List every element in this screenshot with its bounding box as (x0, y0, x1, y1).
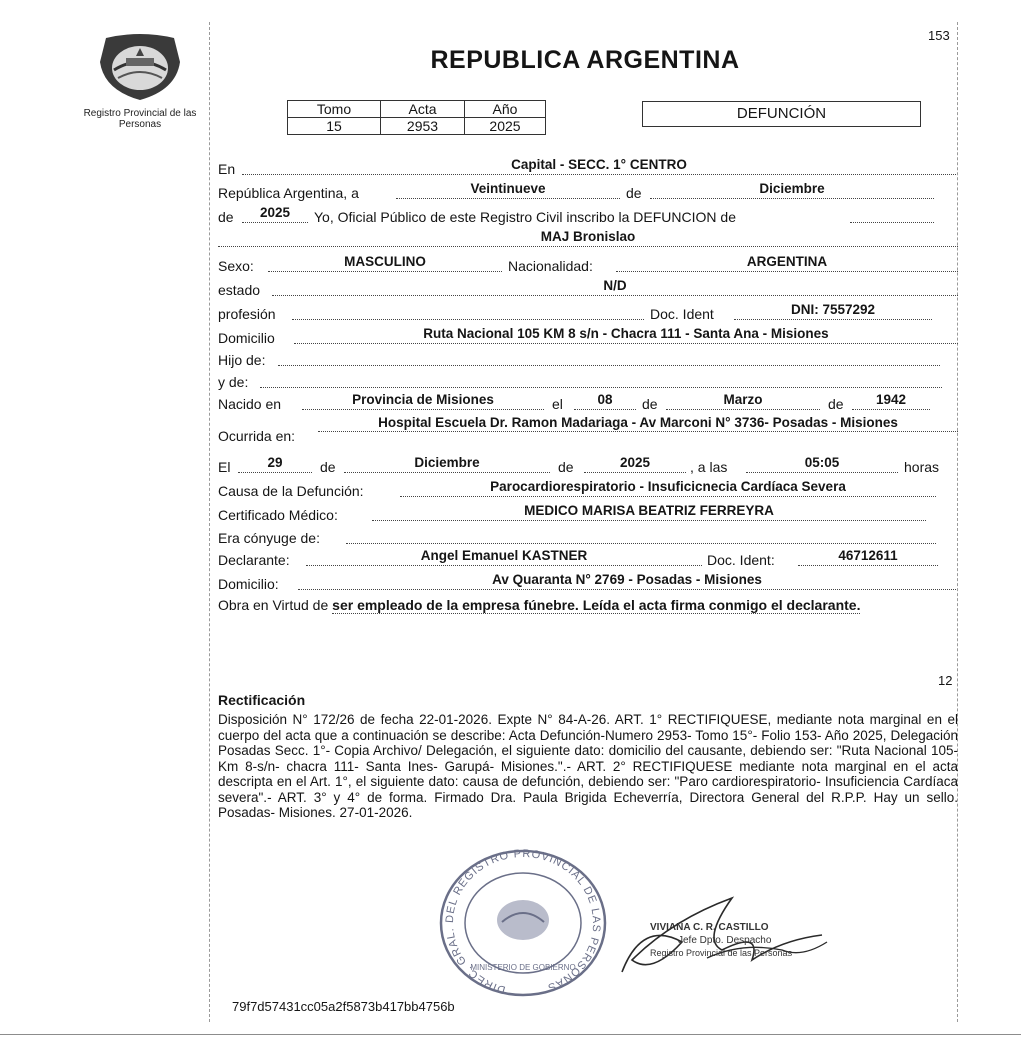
reference-table (287, 100, 546, 135)
mes-registro-field: Diciembre (650, 181, 934, 199)
de-label-1: de (626, 185, 642, 201)
nacido-label: Nacido en (218, 396, 282, 412)
official-seal (432, 848, 614, 998)
de-label-2: de (218, 209, 234, 225)
rectificacion-heading: Rectificación (218, 692, 306, 708)
yde-field (260, 370, 942, 388)
yo-text: Yo, Oficial Público de este Registro Civil inscribo la DEFUNCION de (314, 209, 736, 225)
yo-trailing-field (850, 205, 934, 223)
sexo-label: Sexo: (218, 258, 254, 274)
certificado-field: MEDICO MARISA BEATRIZ FERREYRA (372, 503, 926, 521)
nacionalidad-field: ARGENTINA (616, 254, 958, 272)
nac-de2-label: de (828, 396, 844, 412)
fall-de2-label: de (558, 459, 574, 475)
el2-label: El (218, 459, 231, 475)
estado-label: estado (218, 282, 261, 298)
nac-dia-field: 08 (574, 392, 636, 410)
acta-header: Acta (381, 101, 465, 118)
en-label: En (218, 161, 236, 177)
fall-mes-field: Diciembre (344, 455, 550, 473)
bottom-rule (0, 1034, 1021, 1035)
nacionalidad-label: Nacionalidad: (508, 258, 593, 274)
causa-field: Parocardiorespiratorio - Insuficicnecia Cardíaca Severa (400, 479, 936, 497)
logo-caption: Registro Provincial de las Personas (83, 108, 197, 130)
doc-ident-label: Doc. Ident (650, 306, 714, 322)
anio-header: Año (465, 101, 546, 118)
nac-mes-field: Marzo (666, 392, 820, 410)
ocurrida-label: Ocurrida en: (218, 428, 296, 444)
obra-label: Obra en Virtud de (218, 597, 329, 613)
signature-title: Jefe Dpto. Despacho (678, 935, 772, 946)
fall-de-label: de (320, 459, 336, 475)
declarante-field: Angel Emanuel KASTNER (306, 548, 702, 566)
en-field: Capital - SECC. 1° CENTRO (242, 157, 956, 175)
doc-ident-field: DNI: 7557292 (734, 302, 932, 320)
provincia-misiones-logo (96, 32, 184, 102)
yde-label: y de: (218, 374, 249, 390)
nacido-en-field: Provincia de Misiones (302, 392, 544, 410)
obra-field: ser empleado de la empresa fúnebre. Leída el acta firma conmigo el declarante. (332, 597, 861, 613)
nac-anio-field: 1942 (852, 392, 930, 410)
fall-dia-field: 29 (238, 455, 312, 473)
hijo-label: Hijo de: (218, 352, 266, 368)
page-marker: 12 (938, 673, 953, 688)
sexo-field: MASCULINO (268, 254, 502, 272)
document-hash: 79f7d57431cc05a2f5873b417bb4756b (232, 999, 455, 1014)
seal-inner-text: MINISTERIO DE GOBIERNO (470, 963, 576, 972)
signature-name: VIVIANA C. R. CASTILLO (650, 922, 769, 933)
estado-field: N/D (272, 278, 958, 296)
hora-field: 05:05 (746, 455, 898, 473)
doc2-label: Doc. Ident: (707, 552, 775, 568)
obra-paragraph (218, 596, 958, 614)
domicilio2-label: Domicilio: (218, 576, 279, 592)
fall-anio-field: 2025 (584, 455, 686, 473)
seal-ring-text: DIREC. GRAL. DEL REGISTRO PROVINCIAL DE LAS PERSONAS (443, 848, 603, 996)
rectificacion-body: Disposición N° 172/26 de fecha 22-01-2026. Expte N° 84-A-26. ART. 1° RECTIFIQUESE, mediante nota marginal en el cuerpo del acta que a continuación se describe: Acta Defunción-Numero 2953- Tomo 15°- Folio 153- Año 2025, Delegación Posadas Secc. 1°- Copia Archivo/ Delegación, el siguiente dato: domicilio del causante, debiendo ser: "Ruta Nacional 105-Km 8-s/n- chacra 111- Santa Ines- Garupá- Misiones.".- ART. 2° RECTIFIQUESE mediante nota marginal en el acta descripta en el Art. 1°, el siguiente dato: causa de defunción, debiendo ser: "Paro cardiorespiratorio- Insuficiencia Cardíaca severa".- ART. 3° y 4° de forma. Firmado Dra. Paula Brigida Echeverría, Directora General del R.P.P. Hay un sello. Posadas- Misiones. 27-01-2026. (218, 712, 958, 820)
left-margin-line (209, 22, 210, 1022)
conyuge-label: Era cónyuge de: (218, 530, 320, 546)
republica-label: República Argentina, a (218, 185, 359, 201)
el-label: el (552, 396, 563, 412)
profesion-label: profesión (218, 306, 276, 322)
dia-texto-field: Veintinueve (396, 181, 620, 199)
anio-value: 2025 (465, 118, 546, 135)
right-margin-line (957, 22, 958, 1022)
conyuge-field (346, 526, 936, 544)
anio-registro-field: 2025 (242, 205, 308, 223)
alas-label: , a las (690, 459, 728, 475)
declarante-label: Declarante: (218, 552, 290, 568)
ocurrida-field: Hospital Escuela Dr. Ramon Madariaga - Av Marconi N° 3736- Posadas - Misiones (318, 414, 958, 432)
horas-label: horas (904, 459, 940, 475)
tomo-header: Tomo (288, 101, 381, 118)
document-title: REPUBLICA ARGENTINA (430, 46, 740, 74)
document-type: DEFUNCIÓN (642, 101, 921, 127)
tomo-value: 15 (288, 118, 381, 135)
profesion-field (292, 302, 644, 320)
signature-org: Registro Provincial de las Personas (650, 948, 793, 958)
domicilio2-field: Av Quaranta N° 2769 - Posadas - Misiones (298, 572, 956, 590)
nac-de-label: de (642, 396, 658, 412)
doc2-field: 46712611 (798, 548, 938, 566)
acta-value: 2953 (381, 118, 465, 135)
domicilio-label: Domicilio (218, 330, 275, 346)
causa-label: Causa de la Defunción: (218, 483, 364, 499)
hijo-field (278, 348, 940, 366)
page-number: 153 (928, 28, 950, 43)
certificado-label: Certificado Médico: (218, 507, 338, 523)
nombre-field: MAJ Bronislao (218, 229, 958, 247)
domicilio-field: Ruta Nacional 105 KM 8 s/n - Chacra 111 - Santa Ana - Misiones (294, 326, 958, 344)
